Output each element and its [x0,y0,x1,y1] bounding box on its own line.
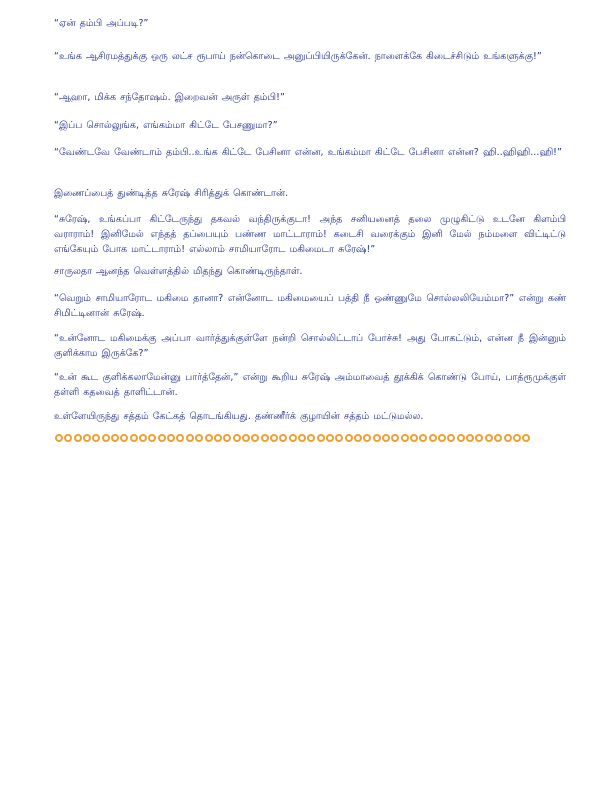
paragraph-7: “சுரேஷ், உங்கப்பா கிட்டேருந்து தகவல் வந்திருக்குடா! அந்த சனியனைத் தலை முழுகிட்டு உடனே கிளம்பி வராராம்! இனிமேல் எந்தத் தப்பையும் பண்ண மாட்டாராம்! கடைசி வரைக்கும் இனி மேல் நம்மளை விட்டிட்டு எங்கேயும் போக மாட்டாராம்! எல்லாம் சாமியாரோட மகிமைடா சுரேஷ்!” [54,214,566,255]
ornament-ring-icon [242,434,250,442]
ornament-ring-icon [55,434,63,442]
ornament-ring-icon [64,434,72,442]
ornament-ring-icon [475,434,483,442]
ornament-ring-icon [494,434,502,442]
paragraph-6: இணைப்பைத் துண்டித்த சுரேஷ் சிரித்துக் கொண்டான். [54,188,289,199]
paragraph-1: “ஏன் தம்பி அப்படி?” [54,18,149,29]
ornament-ring-icon [382,434,390,442]
ornament-ring-icon [167,434,175,442]
paragraph-12: உள்ளேயிருந்து சத்தம் கேட்கத் தொடங்கியது. தண்ணீர்க் குழாயின் சத்தம் மட்டுமல்ல. [54,411,424,422]
ornament-ring-icon [419,434,427,442]
ornament-ring-icon [92,434,100,442]
ornament-ring-icon [401,434,409,442]
ornament-ring-icon [223,434,231,442]
ornament-ring-icon [326,434,334,442]
section-divider-ornament [55,434,532,442]
ornament-ring-icon [130,434,138,442]
ornament-ring-icon [111,434,119,442]
ornament-ring-icon [83,434,91,442]
ornament-ring-icon [120,434,128,442]
ornament-ring-icon [317,434,325,442]
ornament-ring-icon [438,434,446,442]
ornament-ring-icon [251,434,259,442]
ornament-ring-icon [298,434,306,442]
ornament-ring-icon [373,434,381,442]
ornament-ring-icon [158,434,166,442]
paragraph-4: “இப்ப சொல்லுங்க, எங்கம்மா கிட்டே பேசணுமா?” [54,120,278,131]
ornament-ring-icon [345,434,353,442]
ornament-ring-icon [102,434,110,442]
ornament-ring-icon [176,434,184,442]
ornament-ring-icon [457,434,465,442]
ornament-ring-icon [279,434,287,442]
ornament-ring-icon [233,434,241,442]
ornament-ring-icon [148,434,156,442]
paragraph-2: “உங்க ஆசிரமத்துக்கு ஒரு லட்ச ரூபாய் நன்கொடை அனுப்பியிருக்கேன். நாளைக்கே கிடைச்சிடும் உங்களுக்கு!” [54,51,542,62]
paragraph-3: “ஆஹா, மிக்க சந்தோஷம். இறைவன் அருள் தம்பி!” [54,92,285,103]
ornament-ring-icon [289,434,297,442]
ornament-ring-icon [410,434,418,442]
paragraph-11: “உன் கூட குளிக்கலாமேன்னு பார்த்தேன்,” என்று கூறிய சுரேஷ் அம்மாவைத் தூக்கிக் கொண்டு போய், பாத்ரூமுக்குள் தள்ளி கதவைத் தாளிட்டான். [54,372,566,398]
ornament-ring-icon [307,434,315,442]
ornament-ring-icon [504,434,512,442]
ornament-ring-icon [335,434,343,442]
ornament-ring-icon [485,434,493,442]
ornament-ring-icon [186,434,194,442]
paragraph-5: “வேண்டவே வேண்டாம் தம்பி..உங்க கிட்டே பேசினா என்ன, உங்கம்மா கிட்டே பேசினா என்ன? ஹி..ஹிஹி...ஹி!” [54,147,562,158]
ornament-ring-icon [139,434,147,442]
paragraph-8: சாருலதா ஆனந்த வெள்ளத்தில் மிதந்து கொண்டிருந்தாள். [54,266,303,277]
ornament-ring-icon [522,434,530,442]
paragraph-9: “வெறும் சாமியாரோட மகிமை தானா? என்னோட மகிமையைப் பத்தி நீ ஒண்ணுமே சொல்லலியேம்மா?” என்று கண் சிமிட்டினான் சுரேஷ். [54,293,566,319]
ornament-ring-icon [391,434,399,442]
ornament-ring-icon [429,434,437,442]
ornament-ring-icon [195,434,203,442]
ornament-ring-icon [466,434,474,442]
ornament-ring-icon [261,434,269,442]
ornament-ring-icon [363,434,371,442]
ornament-ring-icon [354,434,362,442]
ornament-ring-icon [270,434,278,442]
ornament-ring-icon [74,434,82,442]
ornament-ring-icon [205,434,213,442]
ornament-ring-icon [447,434,455,442]
ornament-ring-icon [214,434,222,442]
paragraph-10: “உன்னோட மகிமைக்கு அப்பா வார்த்துக்குள்ளே நன்றி சொல்லிட்டாப் போச்சு! அது போகட்டும், என்ன நீ இன்னும் குளிக்காம இருக்கே?” [54,333,566,359]
ornament-ring-icon [513,434,521,442]
